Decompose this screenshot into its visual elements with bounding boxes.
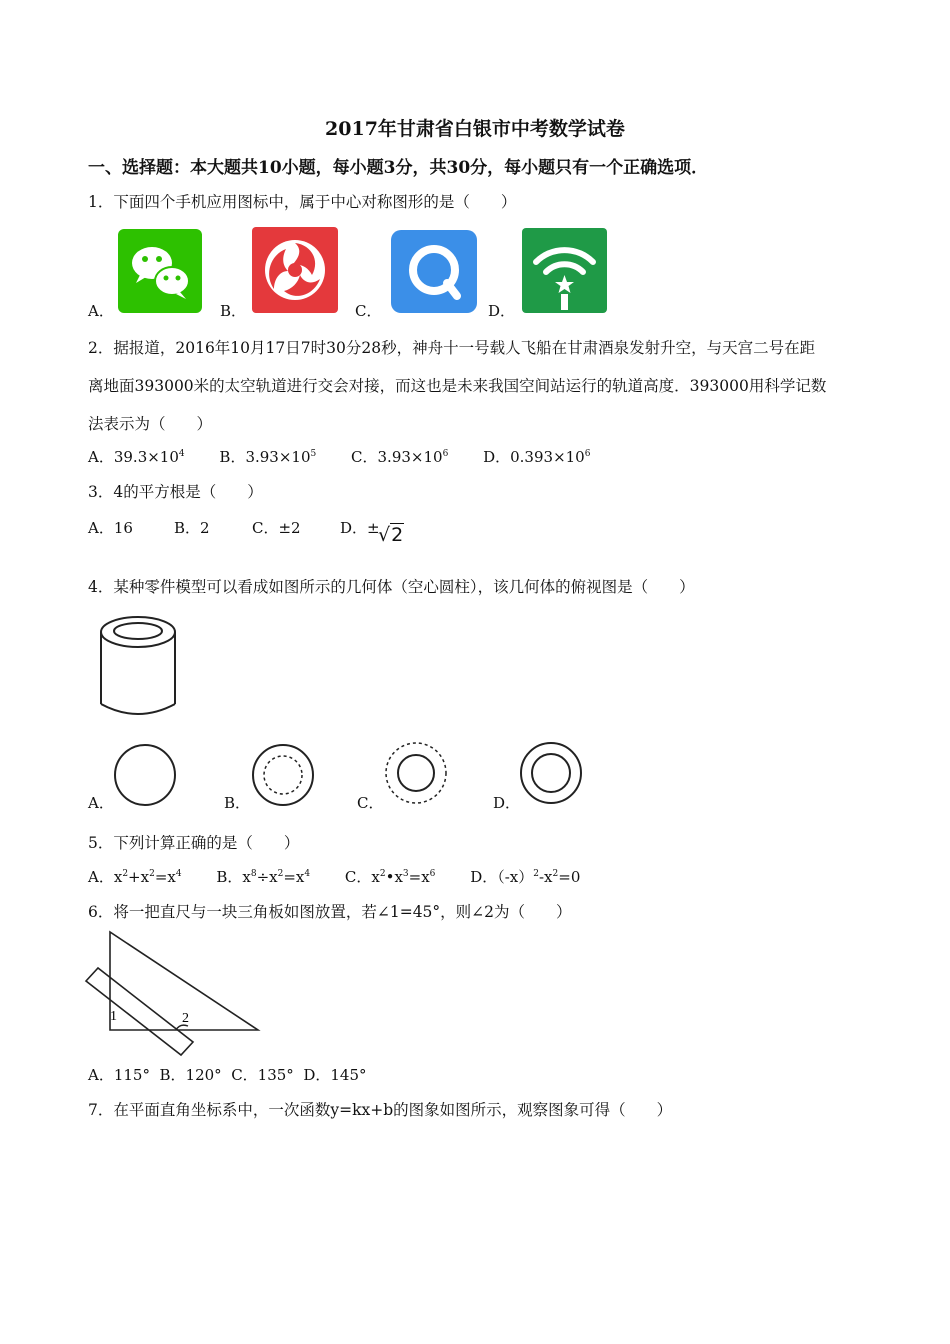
- q4-option-a-label: A．: [88, 794, 114, 812]
- q5-option-d: D．$(-x)^2-x^2=0$: [470, 868, 581, 886]
- question-6-text: 6．将一把直尺与一块三角板如图放置，若∠1=45°，则∠2为（ ）: [88, 903, 572, 921]
- angle-1-label: 1: [110, 1009, 117, 1024]
- angle-2-label: 2: [182, 1011, 189, 1026]
- page-title: 2017年甘肃省白银市中考数学试卷: [325, 118, 625, 140]
- question-4-text: 4．某种零件模型可以看成如图所示的几何体（空心圆柱），该几何体的俯视图是（ ）: [88, 578, 695, 596]
- q1-option-b-label: B．: [220, 302, 247, 320]
- q3-option-a: A．16: [88, 519, 133, 537]
- sqrt-radicand: 2: [391, 524, 404, 546]
- q4-option-b-figure: [250, 742, 316, 812]
- q4-option-c-figure: [383, 740, 449, 810]
- q4-option-d-figure: [518, 740, 584, 810]
- search-q-icon: [391, 230, 477, 313]
- phoenix-icon: [252, 227, 338, 313]
- question-7-text: 7．在平面直角坐标系中，一次函数y=kx+b的图象如图所示，观察图象可得（ ）: [88, 1101, 673, 1119]
- q1-option-d-label: D．: [488, 302, 516, 320]
- q5-option-b: B．$x^8\div x^2=x^4$: [216, 868, 311, 886]
- question-5-text: 5．下列计算正确的是（ ）: [88, 834, 300, 852]
- q2-option-a: A．$39.3\times 10^4$: [88, 448, 185, 466]
- ruler-triangle-figure: [80, 926, 270, 1065]
- q4-option-c-label: C．: [357, 794, 384, 812]
- q4-option-d-label: D．: [493, 794, 521, 812]
- section-heading: 一、选择题：本大题共10小题，每小题3分，共30分，每小题只有一个正确选项．: [88, 158, 709, 178]
- q5-option-a: A．$x^2+x^2=x^4$: [88, 868, 182, 886]
- hollow-cylinder-figure: [96, 612, 182, 724]
- sqrt-expression: [378, 524, 404, 546]
- sqrt-symbol: √: [378, 524, 391, 546]
- q5-option-c: C．$x^2•x^3=x^6$: [344, 868, 436, 886]
- q1-option-c-label: C．: [355, 302, 382, 320]
- question-1-text: 1．下面四个手机应用图标中，属于中心对称图形的是（ ）: [88, 193, 517, 211]
- question-2-line-2: 离地面393000米的太空轨道进行交会对接，而这也是未来我国空间站运行的轨道高度．393000用科学记数: [88, 377, 827, 395]
- question-2-options: [88, 446, 620, 467]
- q2-option-b: B．$3.93\times 10^5$: [219, 448, 317, 466]
- question-2-line-3: 法表示为（ ）: [88, 415, 213, 433]
- q4-option-b-label: B．: [224, 794, 251, 812]
- question-6-options: A．115° B．120° C．135° D．145°: [88, 1066, 367, 1084]
- q1-option-a-label: A．: [88, 302, 114, 320]
- q3-option-d: D．±: [340, 519, 380, 537]
- q3-option-b: B．2: [174, 519, 210, 537]
- question-3-text: 3．4的平方根是（ ）: [88, 483, 263, 501]
- question-5-options: [88, 866, 610, 887]
- wechat-icon: [118, 229, 202, 313]
- q3-option-c: C．±2: [252, 519, 301, 537]
- question-2-line-1: 2．据报道，2016年10月17日7时30分28秒，神舟十一号载人飞船在甘肃酒泉发射升空，与天宫二号在距: [88, 339, 816, 357]
- wifi-star-icon: [522, 228, 607, 313]
- q4-option-a-figure: [112, 742, 178, 812]
- q2-option-d: D．$0.393\times 10^6$: [483, 448, 591, 466]
- q2-option-c: C．$3.93\times 10^6$: [351, 448, 449, 466]
